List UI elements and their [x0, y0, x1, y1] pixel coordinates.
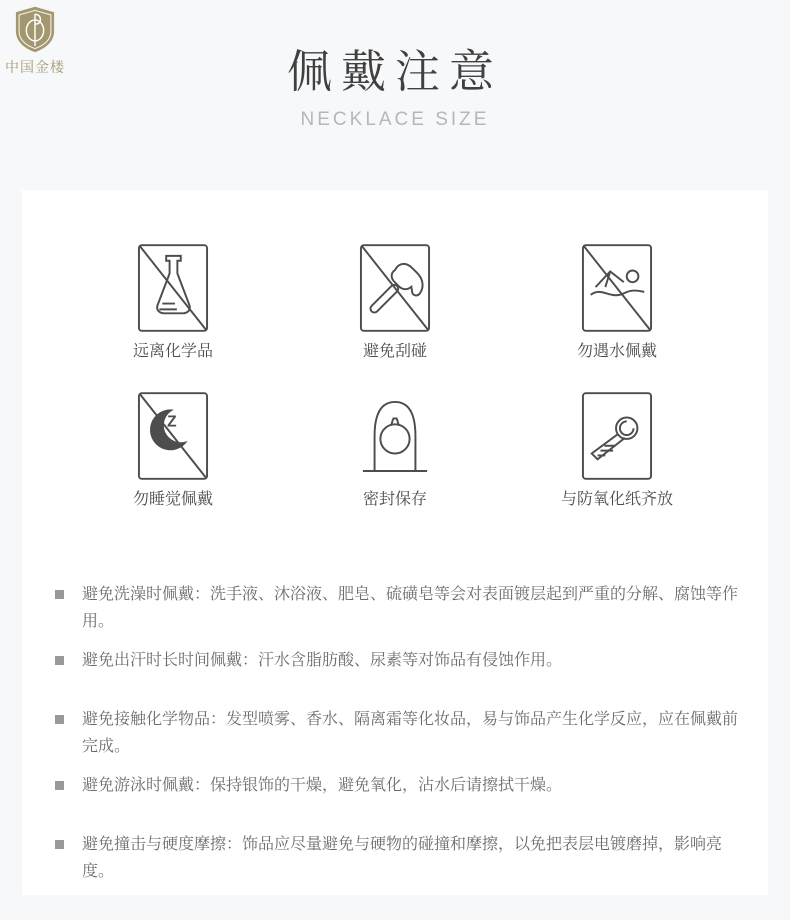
square-bullet-icon: [55, 781, 64, 790]
sealed-ring-dome-icon: [359, 391, 431, 481]
care-item-label: 勿遇水佩戴: [576, 343, 657, 360]
care-item-anti-oxidation-paper: [506, 391, 728, 509]
no-chemicals-flask-icon: [137, 243, 209, 333]
note-text: 避免游泳时佩戴：保持银饰的干燥，避免氧化，沾水后请擦拭干燥。: [82, 777, 563, 794]
no-swimming-water-icon: [581, 243, 653, 333]
svg-text:Z: Z: [167, 413, 177, 431]
care-icon-grid: [22, 190, 768, 509]
no-sleeping-moon-icon: [137, 391, 209, 481]
note-text: 避免接触化学物品：发型喷雾、香水、隔离霜等化妆品，易与饰品产生化学反应，应在佩戴前完成。: [82, 711, 739, 755]
square-bullet-icon: [55, 590, 64, 599]
square-bullet-icon: [55, 656, 64, 665]
care-card: [22, 190, 768, 895]
care-item-label: 与防氧化纸齐放: [560, 491, 673, 508]
page-title: 佩戴注意: [286, 46, 503, 97]
note-item: [55, 772, 738, 799]
note-item: [55, 581, 738, 635]
care-item-no-scratch: [284, 243, 506, 361]
care-item-no-sleep: [62, 391, 284, 509]
care-notes-list: [22, 581, 768, 885]
brand-logo-block: [2, 5, 68, 77]
note-text: 避免出汗时长时间佩戴：汗水含脂肪酸、尿素等对饰品有侵蚀作用。: [82, 652, 563, 669]
page-subtitle: NECKLACE SIZE: [300, 109, 490, 130]
care-item-label: 避免刮碰: [362, 343, 427, 360]
note-item: [55, 647, 738, 674]
note-item: [55, 706, 738, 760]
shield-monogram-icon: [15, 5, 55, 54]
care-item-label: 密封保存: [362, 491, 427, 508]
care-item-sealed-storage: [284, 391, 506, 509]
note-text: 避免洗澡时佩戴：洗手液、沐浴液、肥皂、硫磺皂等会对表面镀层起到严重的分解、腐蚀等作用。: [82, 586, 739, 630]
no-hammer-scratch-icon: [359, 243, 431, 333]
anti-oxidation-paper-roll-icon: [581, 391, 653, 481]
square-bullet-icon: [55, 715, 64, 724]
care-item-no-chemicals: [62, 243, 284, 361]
page-header: [0, 0, 790, 190]
note-text: 避免撞击与硬度摩擦：饰品应尽量避免与硬物的碰撞和摩擦，以免把表层电镀磨掉，影响亮度。: [82, 836, 723, 880]
care-item-label: 远离化学品: [132, 343, 213, 360]
care-item-label: 勿睡觉佩戴: [132, 491, 213, 508]
svg-text:z: z: [156, 424, 161, 435]
brand-name: 中国金楼: [5, 59, 65, 75]
square-bullet-icon: [55, 840, 64, 849]
note-item: [55, 831, 738, 885]
care-item-no-water: [506, 243, 728, 361]
